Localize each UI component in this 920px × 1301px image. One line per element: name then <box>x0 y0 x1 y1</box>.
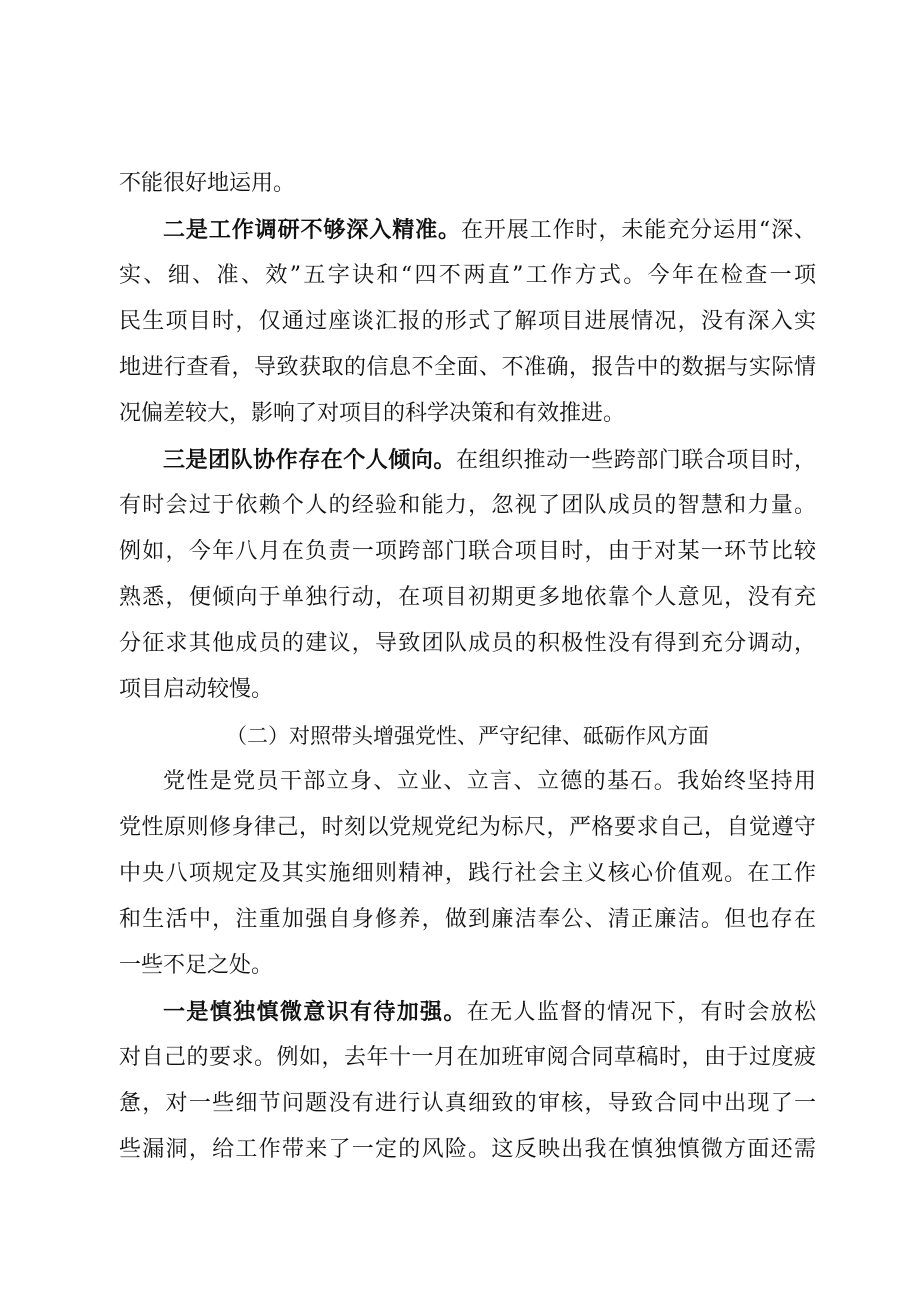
text-line: 对自己的要求。例如，去年十一月在加班审阅合同草稿时，由于过度疲 <box>119 1045 816 1070</box>
document-body <box>119 161 816 1173</box>
text-line: 不能很好地运用。 <box>119 171 296 196</box>
text-line: 党性原则修身律己，时刻以党规党纪为标尺，严格要求自己，自觉遵守 <box>119 815 816 840</box>
paragraph-first-line <box>119 989 816 1035</box>
paragraph-lead: 一是慎独慎微意识有待加强。 <box>163 999 467 1025</box>
text-line: 有时会过于依赖个人的经验和能力，忽视了团队成员的智慧和力量。 <box>119 493 816 518</box>
text-line: 些漏洞，给工作带来了一定的风险。这反映出我在慎独慎微方面还需 <box>119 1137 816 1162</box>
text-line: 地进行查看，导致获取的信息不全面、不准确，报告中的数据与实际情 <box>119 355 816 380</box>
text-line: 和生活中，注重加强自身修养，做到廉洁奉公、清正廉洁。但也存在 <box>119 907 816 932</box>
paragraph-lead: 三是团队协作存在个人倾向。 <box>163 447 456 473</box>
text-line: 况偏差较大，影响了对项目的科学决策和有效推进。 <box>119 401 626 426</box>
text-line: 分征求其他成员的建议，导致团队成员的积极性没有得到充分调动， <box>119 631 816 656</box>
text-line: 惫，对一些细节问题没有进行认真细致的审核，导致合同中出现了一 <box>119 1091 816 1116</box>
text-line: 一些不足之处。 <box>119 953 274 978</box>
paragraph-first-line: 党性是党员干部立身、立业、立言、立德的基石。我始终坚持用 <box>163 769 816 794</box>
text-line: 例如，今年八月在负责一项跨部门联合项目时，由于对某一环节比较 <box>119 539 816 564</box>
text-line: 实、细、准、效”五字诀和“四不两直”工作方式。今年在检查一项 <box>119 263 816 288</box>
section-heading: （二）对照带头增强党性、严守纪律、砥砺作风方面 <box>226 724 709 748</box>
paragraph-text: 在无人监督的情况下，有时会放松 <box>466 1000 816 1025</box>
paragraph-text: 在组织推动一些跨部门联合项目时， <box>455 448 816 473</box>
paragraph-first-line <box>119 437 816 483</box>
text-line: 项目启动较慢。 <box>119 677 274 702</box>
paragraph-text: 在开展工作时，未能充分运用“深、 <box>460 218 816 243</box>
paragraph-first-line <box>119 207 816 253</box>
text-line: 民生项目时，仅通过座谈汇报的形式了解项目进展情况，没有深入实 <box>119 309 816 334</box>
paragraph-lead: 二是工作调研不够深入精准。 <box>163 217 461 243</box>
text-line: 熟悉，便倾向于单独行动，在项目初期更多地依靠个人意见，没有充 <box>119 585 816 610</box>
text-line: 中央八项规定及其实施细则精神，践行社会主义核心价值观。在工作 <box>119 861 816 886</box>
